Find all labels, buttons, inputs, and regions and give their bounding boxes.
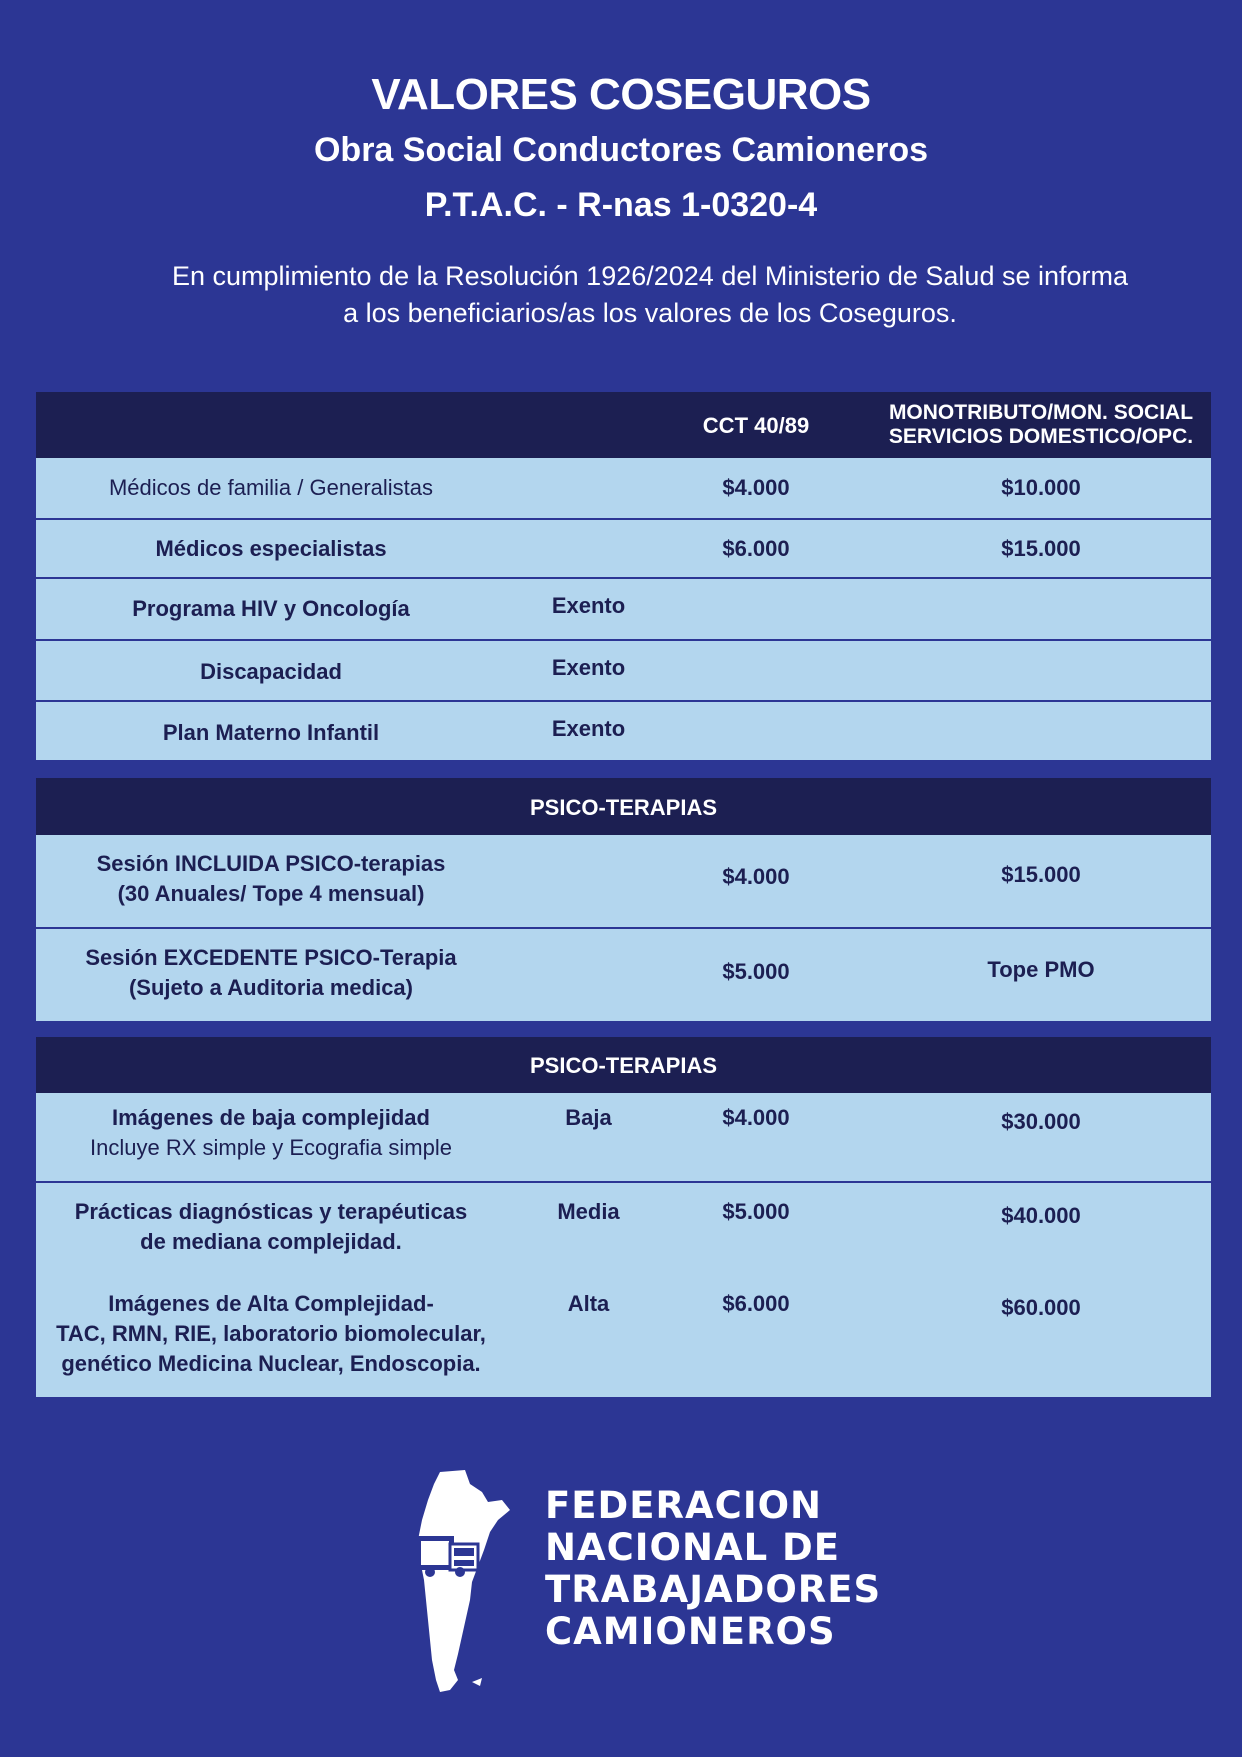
row-label-line-1: Sesión EXCEDENTE PSICO-Terapia [85,945,457,970]
table-general [36,392,1211,760]
org-line-4: CAMIONEROS [545,1610,836,1653]
row-cct-value: $4.000 [722,864,790,889]
page-title: VALORES COSEGUROS [371,70,871,119]
row-label [36,1197,506,1257]
row-mono-value: $40.000 [1001,1203,1081,1228]
table-header [36,778,1211,835]
row-cct-value: $6.000 [722,536,790,561]
row-label: Discapacidad [200,659,342,684]
row-cct-value: $6.000 [722,1291,790,1316]
intro-line-2: a los beneficiarios/as los valores de los Coseguros. [343,298,957,328]
column-mono [871,401,1211,449]
row-mono-value: $15.000 [1001,536,1081,561]
table-header [36,392,1211,458]
row-level: Baja [565,1105,612,1130]
row-level: Media [557,1199,620,1224]
table-row [36,929,1211,1021]
row-exempt-value: Exento [551,716,626,741]
row-cct-value: $4.000 [722,1105,790,1130]
row-label-line-2: (Sujeto a Auditoria medica) [128,975,413,1000]
row-level: Alta [567,1291,610,1316]
table-row [36,1093,1211,1183]
row-label: Médicos de familia / Generalistas [108,475,434,500]
row-label-line-2: Incluye RX simple y Ecografia simple [90,1135,452,1160]
table-row [36,641,1211,702]
row-label [36,849,506,909]
row-cct-value: $4.000 [722,475,790,500]
table-row [36,579,1211,641]
row-exempt-value: Exento [551,655,626,680]
row-mono-value: $60.000 [1001,1295,1081,1320]
org-line-1: FEDERACION [545,1484,823,1527]
row-mono-value: $10.000 [1001,475,1081,500]
row-exempt-value: Exento [551,593,626,618]
table-row [36,520,1211,579]
section-heading: PSICO-TERAPIAS [529,795,718,820]
table-header [36,1037,1211,1093]
row-label-line-1: Sesión INCLUIDA PSICO-terapias [96,851,446,876]
row-mono-value: $15.000 [1001,862,1081,887]
row-label-line-1: Imágenes de baja complejidad [112,1105,430,1130]
row-label: Programa HIV y Oncología [132,596,410,621]
row-label: Plan Materno Infantil [162,720,380,745]
row-label-line-2: (30 Anuales/ Tope 4 mensual) [117,881,425,906]
row-label-line-1: Imágenes de Alta Complejidad- [108,1291,434,1316]
intro-line-1: En cumplimiento de la Resolución 1926/2024 del Ministerio de Salud se informa [171,261,1129,291]
table-psicoterapias [36,778,1211,1021]
row-mono-value: $30.000 [1001,1109,1081,1134]
organization-name [545,1485,881,1653]
column-mono-line-2: SERVICIOS DOMESTICO/OPC. [888,425,1194,448]
registry-code: P.T.A.C. - R-nas 1-0320-4 [424,186,818,224]
table-row [36,458,1211,520]
row-mono-value: Tope PMO [987,957,1095,982]
table-imagenes [36,1037,1211,1397]
row-label-line-2: de mediana complejidad. [140,1229,402,1254]
row-label [36,1289,506,1379]
row-cct-value: $5.000 [722,1199,790,1224]
row-label-line-2: TAC, RMN, RIE, laboratorio biomolecular, [56,1321,486,1346]
table-row [36,1183,1211,1397]
column-mono-line-1: MONOTRIBUTO/MON. SOCIAL [888,401,1194,424]
column-cct: CCT 40/89 [702,413,810,438]
row-cct-value: $5.000 [722,959,790,984]
row-label-line-3: genético Medicina Nuclear, Endoscopia. [61,1351,481,1376]
argentina-map-truck-icon [410,1470,530,1695]
row-label: Médicos especialistas [155,536,387,561]
row-label-line-1: Prácticas diagnósticas y terapéuticas [74,1199,468,1224]
page-subtitle: Obra Social Conductores Camioneros [313,131,929,169]
table-row [36,835,1211,929]
row-label [36,943,506,1003]
row-label [36,1103,506,1163]
section-heading: PSICO-TERAPIAS [529,1053,718,1078]
org-line-3: TRABAJADORES [545,1568,882,1611]
table-row [36,702,1211,760]
intro-text [80,258,1220,332]
org-line-2: NACIONAL DE [545,1526,841,1569]
